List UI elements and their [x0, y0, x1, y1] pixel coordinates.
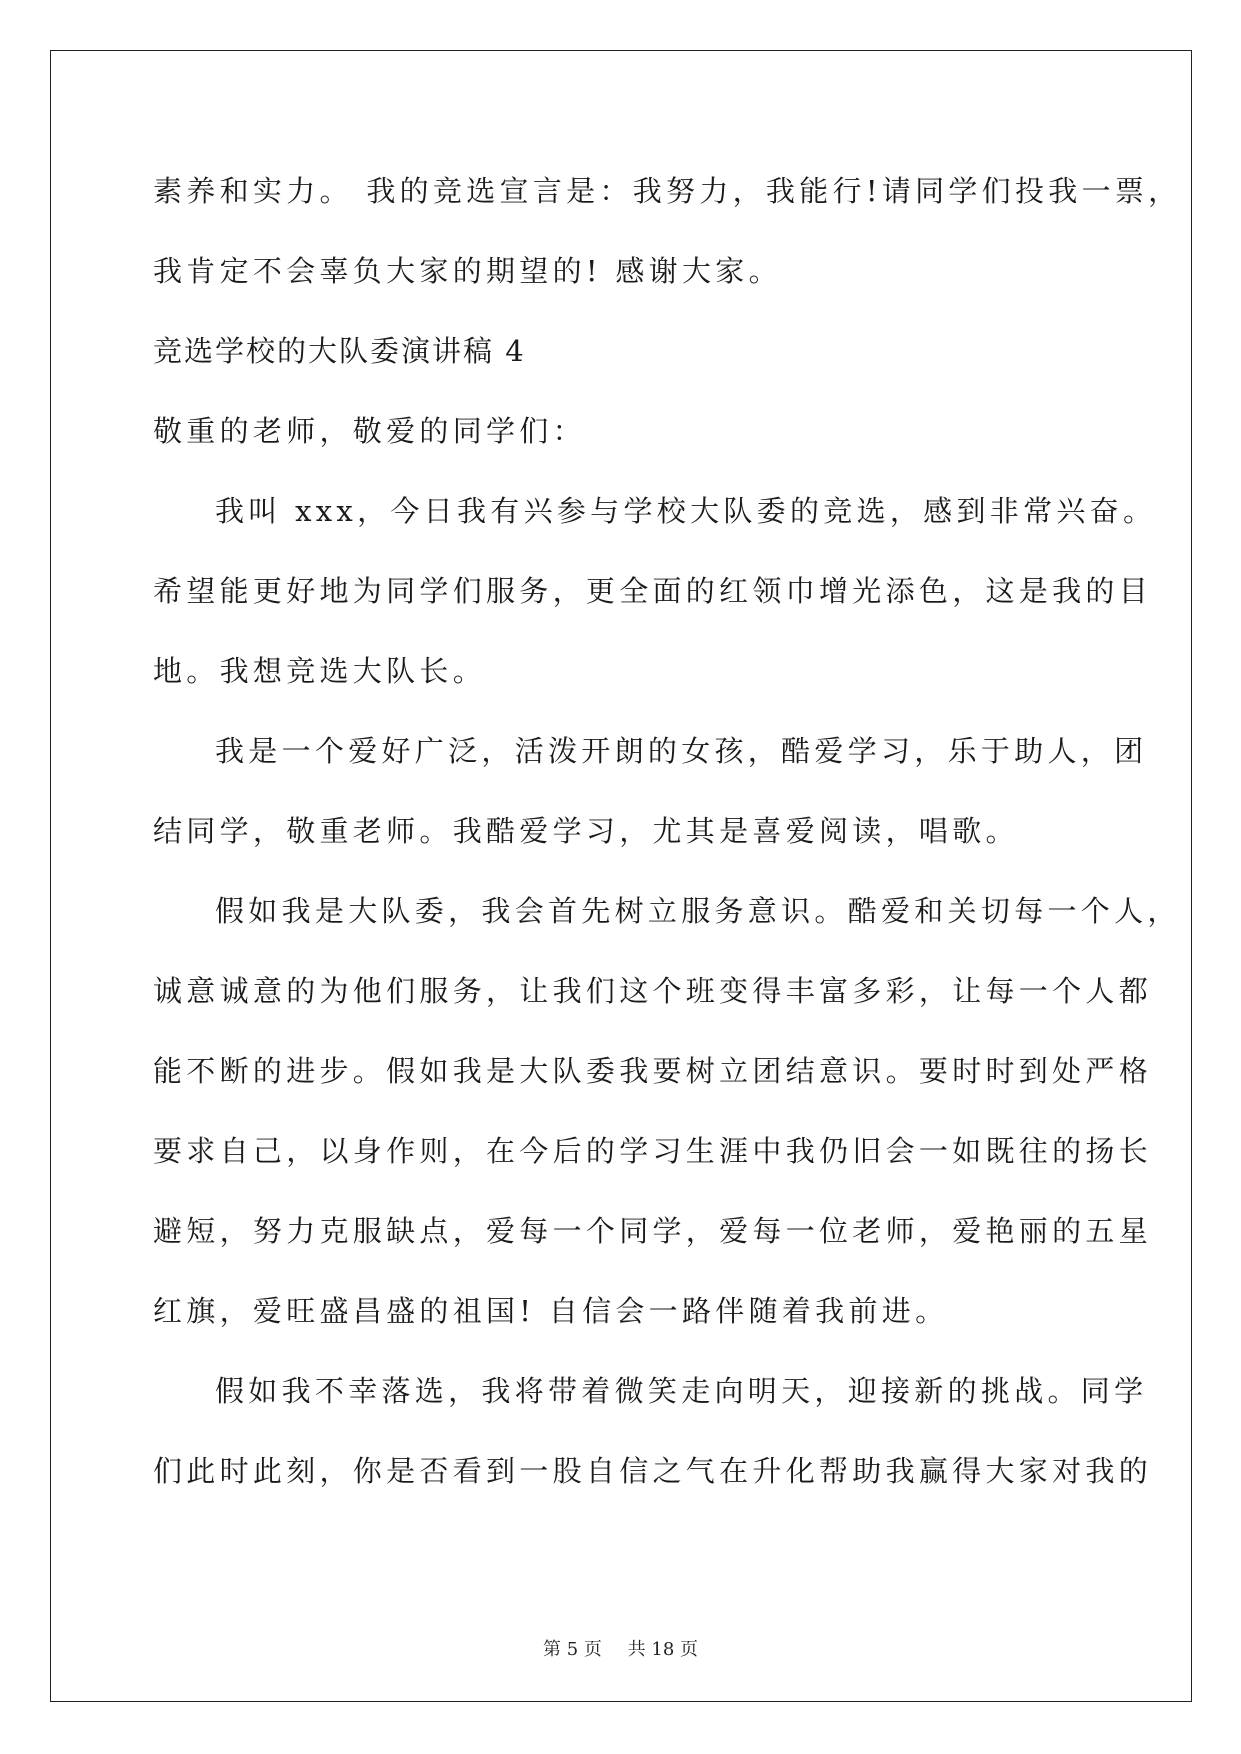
text-line: 结同学，敬重老师。我酷爱学习，尤其是喜爱阅读，唱歌。 — [153, 814, 1019, 848]
text-line: 地。我想竞选大队长。 — [153, 654, 487, 688]
text-line: 诚意诚意的为他们服务，让我们这个班变得丰富多彩，让每一个人都 — [153, 974, 1153, 1008]
text-line: 我叫 xxx，今日我有兴参与学校大队委的竞选，感到非常兴奋。 — [215, 494, 1157, 528]
text-line: 我是一个爱好广泛，活泼开朗的女孩，酷爱学习，乐于助人，团 — [215, 734, 1148, 768]
salutation: 敬重的老师，敬爱的同学们： — [153, 414, 586, 448]
text-line: 们此时此刻，你是否看到一股自信之气在升化帮助我赢得大家对我的 — [153, 1454, 1153, 1488]
page-footer — [0, 1635, 1241, 1661]
text-line: 能不断的进步。假如我是大队委我要树立团结意识。要时时到处严格 — [153, 1054, 1153, 1088]
section-heading: 竞选学校的大队委演讲稿 4 — [153, 334, 526, 368]
text-line: 假如我不幸落选，我将带着微笑走向明天，迎接新的挑战。同学 — [215, 1374, 1148, 1408]
text-line: 素养和实力。 我的竞选宣言是：我努力，我能行!请同学们投我一票， — [153, 174, 1182, 208]
text-line: 红旗，爱旺盛昌盛的祖国! 自信会一路伴随着我前进。 — [153, 1294, 949, 1328]
text-line: 我肯定不会辜负大家的期望的! 感谢大家。 — [153, 254, 782, 288]
text-line: 要求自己，以身作则，在今后的学习生涯中我仍旧会一如既往的扬长 — [153, 1134, 1153, 1168]
page-number: 第 5 页 — [543, 1639, 602, 1660]
text-line: 希望能更好地为同学们服务，更全面的红领巾增光添色，这是我的目 — [153, 574, 1153, 608]
page-total: 共 18 页 — [627, 1639, 698, 1660]
text-line: 避短，努力克服缺点，爱每一个同学，爱每一位老师，爱艳丽的五星 — [153, 1214, 1153, 1248]
text-line: 假如我是大队委，我会首先树立服务意识。酷爱和关切每一个人， — [215, 894, 1181, 928]
